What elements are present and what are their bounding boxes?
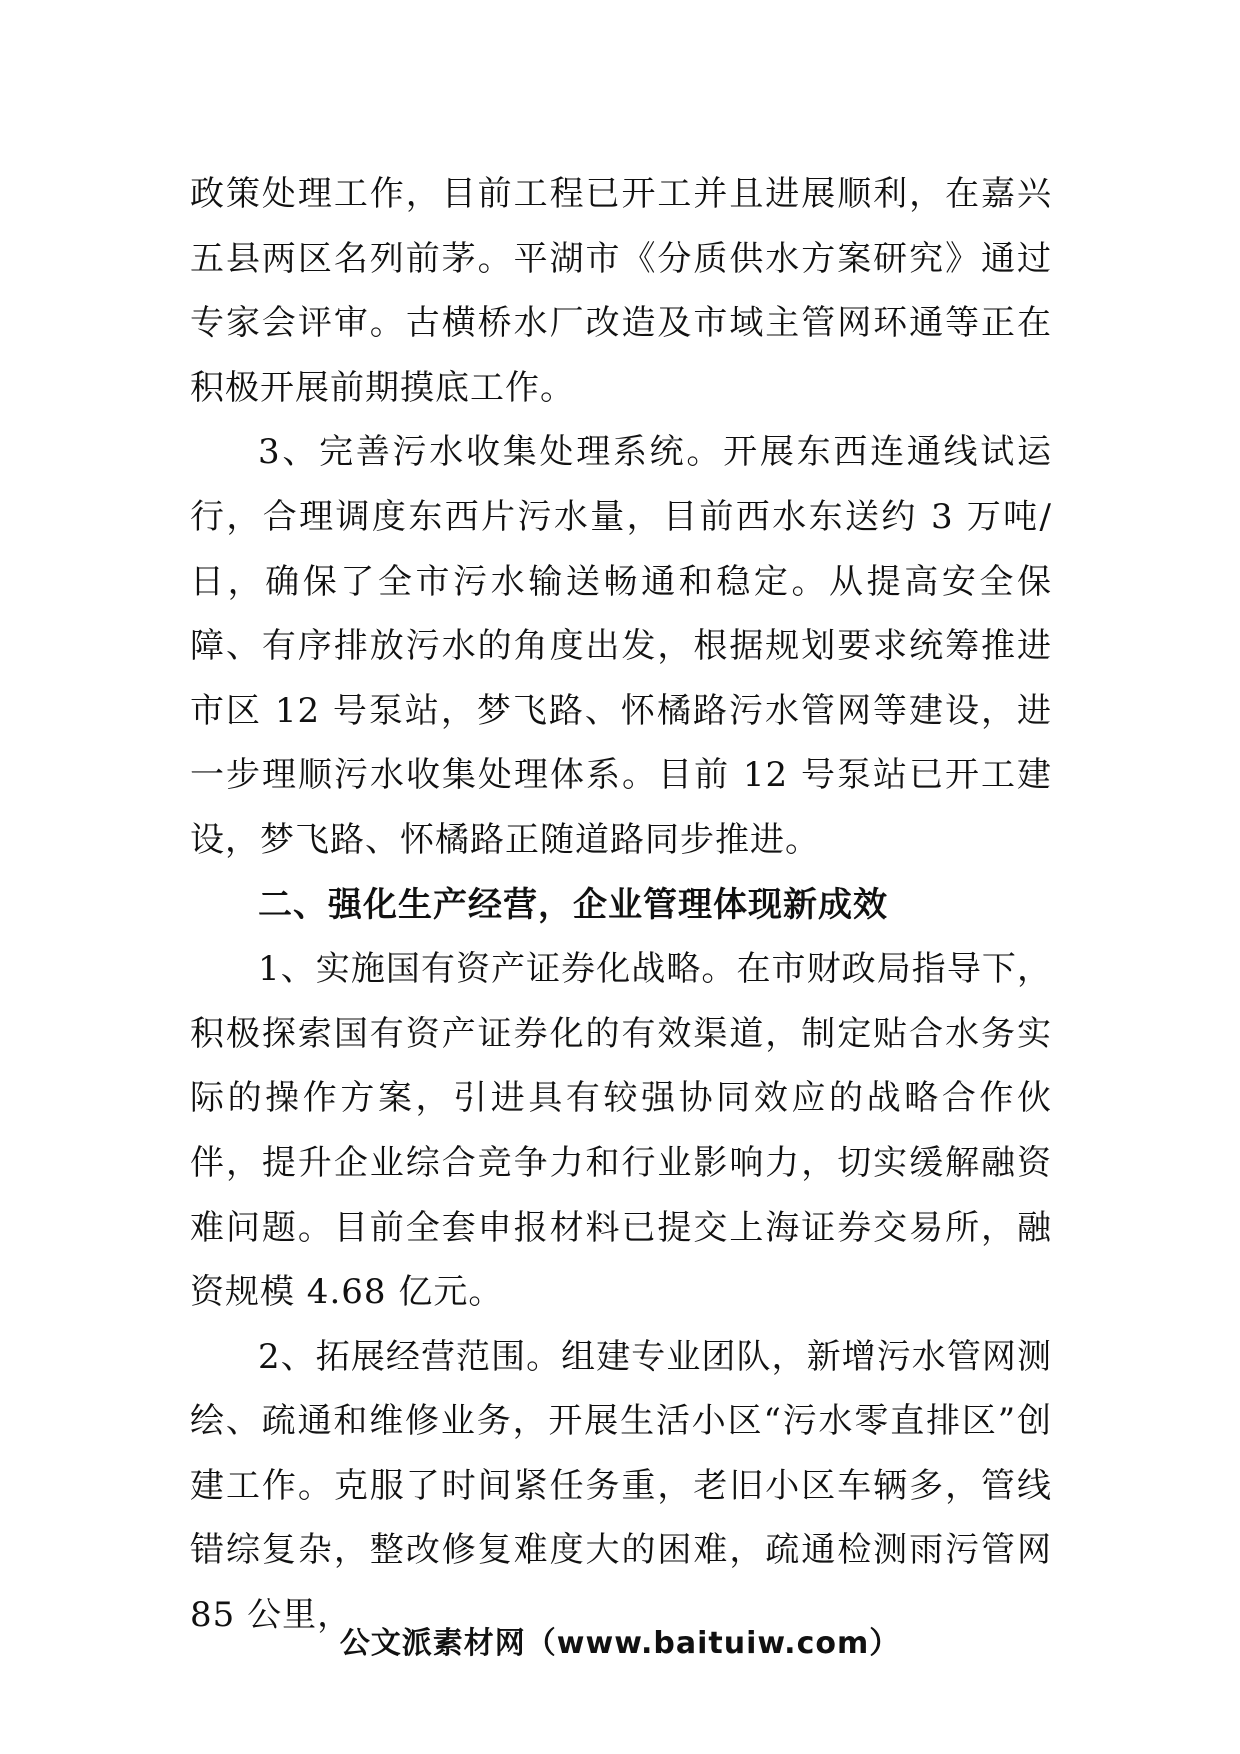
paragraph-asset-securitization: 1、实施国有资产证券化战略。在市财政局指导下，积极探索国有资产证券化的有效渠道，制定贴合水务实际的操作方案，引进具有较强协同效应的战略合作伙伴，提升企业综合竞争力和行业影响力，切实缓解融资难问题。目前全套申报材料已提交上海证券交易所，融资规模 4.68 亿元。 <box>190 949 1052 1313</box>
section-heading: 二、强化生产经营，企业管理体现新成效 <box>258 884 888 925</box>
paragraph-business-expansion: 2、拓展经营范围。组建专业团队，新增污水管网测绘、疏通和维修业务，开展生活小区“污水零直排区”创建工作。克服了时间紧任务重，老旧小区车辆多，管线错综复杂，整改修复难度大的困难，疏通检测雨污管网 85 公里， <box>190 1336 1052 1636</box>
footer-watermark: 公文派素材网（www.baituiw.com） <box>339 1626 901 1661</box>
paragraph-sewage-system: 3、完善污水收集处理系统。开展东西连通线试运行，合理调度东西片污水量，目前西水东送约 3 万吨/日，确保了全市污水输送畅通和稳定。从提高安全保障、有序排放污水的角度出发，根据规划要求统筹推进市区 12 号泵站，梦飞路、怀橘路污水管网等建设，进一步理顺污水收集处理体系。目前 12 号泵站已开工建设，梦飞路、怀橘路正随道路同步推进。 <box>190 432 1052 860</box>
document-body <box>190 162 1052 1648</box>
paragraph-continuation: 政策处理工作，目前工程已开工并且进展顺利，在嘉兴五县两区名列前茅。平湖市《分质供水方案研究》通过专家会评审。古横桥水厂改造及市域主管网环通等正在积极开展前期摸底工作。 <box>190 174 1052 408</box>
